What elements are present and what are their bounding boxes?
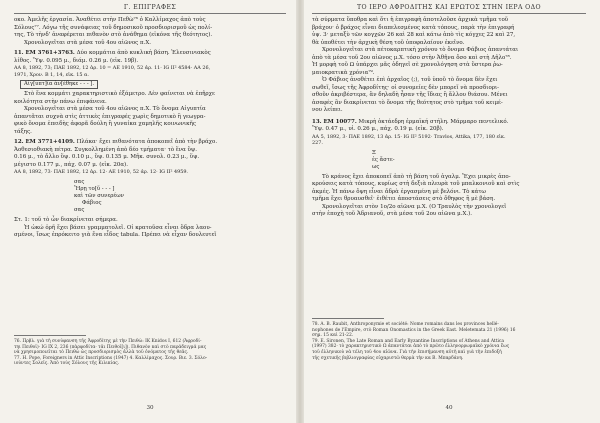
text-line: κοιλότητα στὴν πάνω ἐπιφάνεια. [14, 98, 107, 105]
inscription-line: ἐς ἄστε- [372, 156, 395, 163]
inscription-line: σας [74, 178, 85, 185]
right-page-body [312, 17, 586, 219]
text-line: φικὸ ὄνομα ἐπειδὴς ἀφορᾶ δούλη ἢ γυναίκα χαμηλῆς κοινωνικῆς [14, 121, 196, 128]
text-line: ἀπὸ τὰ μέσα τοῦ 2ου αἰῶνος μ.Χ. τόσο στὴν Ἀθῆνα ὅσο καὶ στὴ Δῆλο⁷⁸. [312, 54, 512, 61]
bibliography-line: AA 5, 1892, 3· ΠΑΕ 1892, 13 ἀρ. 15· IG II² 5192· Travlos, Attika, 177, 180 εἰκ. [312, 133, 506, 140]
text-line: τάξης. [14, 128, 32, 135]
entry-11-heading: 11. EM 3761+3763. [14, 50, 75, 56]
right-header-rule [312, 13, 586, 14]
inscription-line: Ξ [372, 149, 376, 156]
bibliography-line: 227. [312, 140, 323, 147]
inscription-line: σας [74, 207, 85, 214]
footnote-line: 79. E. Sironen, The Late Roman and Early Byzantine Inscriptions of Athens and Attica [312, 338, 504, 344]
footnote-line: nophones de l'Empire, στὸ Roman Onomastics in the Greek East. Meletemata 21 (1996) 16 [312, 327, 516, 333]
text-line: Χρονολογεῖται στὰ μέσα τοῦ 4ου αἰῶνος π.Χ. [24, 39, 151, 46]
footnote-line: 77. H. Pope, Foreigners in Attic Inscriptions (1947) 4. Καλλίμαχος. Σουρ. Βιε. 3. Σόλο- [14, 355, 208, 361]
text-line: στὴν ἐποχὴ τοῦ Ἀδριανοῦ, στὰ μέσα τοῦ 2ου αἰῶνα μ.Χ.). [312, 211, 473, 218]
inscription-line: ως [372, 163, 380, 170]
text-line: σωθεῖ, ἴσως τῆς Ἀφροδίτης· οἱ συνομείες δὲν μπορεῖ νὰ προσδιορι- [312, 84, 500, 91]
right-running-header: ΤΟ ΙΕΡΟ ΑΦΡΟΔΙΤΗΣ ΚΑΙ ΕΡΩΤΟΣ ΣΤΗΝ ΙΕΡΑ ΟΔΟ [357, 4, 541, 11]
text-line: οκο. Ἀμελῆς ἐργασία. Ἀναθέτει στὴν Πεθὼ⁷⁶ ὁ Καλλίμαχος ἀπὸ τοὺς [14, 17, 206, 23]
footnote-line: 76. Πρβλ. γιὰ τὴ συνύφανση τῆς Ἀφροδίτης μὲ τὴν Πειθὼ: IK Knidos I, 612 (Ἀφροδί- [14, 339, 202, 344]
bibliography-line: AA 8, 1892, 73· ΠΑΕ 1892, 12 ἀρ. 12· AE 1910, 52 ἀρ. 12· IG II² 4959. [14, 169, 188, 176]
footnote-line: ιούντες Σολεῖς. Ἀπὸ τοὺς Σόλους τῆς Κιλικίας. [14, 361, 120, 367]
text-line: τμῆμα ἔχει θρυαυσθεῖ· ἐιθέτει ἀποστάσεις στὸ ὅθηφος ἢ μὲ βάση. [312, 196, 496, 203]
inscription-line: Ἥρῃ το[ῦ - - - ] [74, 185, 115, 192]
text-line: Χρονολογεῖται στὰ μέσα τοῦ 4ου αἰῶνος π.Χ. Τὸ ὄνομα Αἰγυπτία [24, 106, 206, 113]
text-line: Ὁ Φάβιος ἀνοθέτει ἐπὶ ἀρχαῖος (;), τοῦ ὑποῦ τὸ ὄνομα δὲν ἔχει [322, 77, 498, 83]
text-line: τὰ σύρματα ὕποθρα καὶ ὅτι ἡ ἐπιγραφὴ ἀποτελοῦσε ἀρχικὰ τμῆμα τοῦ [312, 17, 509, 23]
left-page-body [14, 17, 286, 240]
left-page [14, 0, 286, 423]
inscription-block [74, 179, 286, 214]
text-line: Στὸ ἔνα κομμάτι χαρακτηριστικὸ ἐξάμετρο. Δὲν φαίνεται νὰ ἐπῆρχε [24, 91, 215, 98]
text-line: Ἡ μορφὴ τοῦ Ω ὑπάρχει μᾶς ὁδηγεῖ σὲ χρονολόγηση στὰ ὕστερα ῥω- [312, 62, 503, 68]
text-line: ἀκμές. Ἡ πάνω ὄψη εἶναι ἄδρὰ ἐργασμένη μὲ βελόνι. Τὸ κάτω [312, 188, 486, 195]
right-page [312, 0, 586, 423]
footnote-line: τῆς σχετικῆς βιβλιογραφίας εὐχαριστῶ θερμὰ τὴν κα Β. Μπαρδάνη. [312, 355, 464, 361]
text-line: Χρονολογεῖται στὸν 1ο/2ο αἰῶνα μ.Χ. (Ο Τραυλὸς τὴν χρονολογεῖ [322, 203, 507, 210]
footnote-line: τοῦ ἑλληνικοὺ νὰ τέλη τοῦ 4ου αἰῶνα. Γιὰ τὴν ἐπισήμανση αὐτὴ καὶ γιὰ τὴν ἐπιδοξὴ [312, 349, 502, 355]
right-page-number: 40 [445, 405, 453, 411]
entry-13-heading: 13. EM 10077. [312, 118, 357, 125]
left-running-header: Γ. ΕΠΙΓΡΑΦΕΣ [123, 4, 177, 11]
entry-11 [14, 50, 286, 136]
text-line: Στ. 1: τοῦ τὸ ὦν διακρίνεται σήμερα. [14, 217, 118, 224]
left-footnotes [14, 339, 286, 367]
text-line: Σόλους⁷⁷. Λόγω τῆς συνάφειας τοῦ δημοσικοῦ προσδιορισμοῦ ὡς πολί- [14, 24, 213, 31]
text-line: Ὕψ. 0.47 μ., υἱ. 0.26 μ., πάχ. 0.19 μ. (εἰκ. 20β). [312, 126, 444, 132]
inscription-block [372, 150, 586, 171]
text-line: 0.16 μ., τὸ ἄλλο ὕψ. 0.10 μ., ὕψ. 0.135 μ. Μῆκ. συνολ. 0.23 μ., ὕψ. [14, 154, 200, 161]
inscription-text: Αἰγ[υπτ]ία ἀν[έθηκε - - - ]. [20, 80, 98, 89]
footnote-line: (1997) 382· τὸ χαρακτηριστικὸ Ω ἀπαντᾶται ἀπὸ τὸ πρῶτο ἑλληνορρωμαϊκὸ χρόνια ἕως [312, 344, 510, 350]
text-line: βράχου· ὁ βράχος εἶναι διαπελεσμένος κατὰ τόπους, παρὰ τὴν ἐπιγραφή [312, 24, 515, 31]
footnote-line: τηι Πειθοῖ)· IG IX 2, 236 (πὰρφοδίτα· τᾶι Πειθοῖ[ι]). Πιθανὸν καὶ στὸ παράδειγμά μας [14, 344, 207, 350]
entry-13 [312, 119, 586, 219]
inscription-line: Φάβιος [82, 200, 102, 207]
text-line: Μικρὴ ὀκτάεδρη ἐρμαϊκή στήλη. Μάρμαρο πεντελικό. [358, 118, 509, 125]
text-line: Χρονολογεῖται στὰ πέτοκαρπτικὴ χρόνου τὸ ὄνομα Φάβιος ἀπαντάται [322, 47, 519, 53]
text-line: Πλάκα· ἔχει πιθανότατα ἀποκοπεῖ ἀπὸ τὴν βράχο. [76, 139, 218, 146]
text-line: ἀσαφὲς ἂν διακρίνεται τὸ ὄνομα τῆς θεότητος στὸ τμῆμα τοῦ κειμέ- [312, 99, 503, 106]
text-line: μέγιστο 0.177 μ., πάχ. 0.07 μ. (εἰκ. 20α). [14, 161, 128, 168]
text-line: σθοῦν ἀκριβέστερα, ἂν δηλαδὴ ἦσαν τῆς ἴδιας ἢ ἄλλου θιάσου. Μένει [312, 92, 508, 98]
text-line: λίθος. Ὕψ. 0.095 μ., διάμ. 0.26 μ. (εἰκ. 19β). [14, 57, 139, 64]
footnote-line: 78. A. B. Raubit, Anthroponymie et société: Nome romains dans les provinces hellé- [312, 322, 499, 327]
text-line: Τὸ κράνος ἔχει ἀποκοπεῖ ἀπὸ τὴ βάση τοῦ ἀγαλμ. Ἔχει μικρὲς ἀπο- [322, 173, 511, 180]
text-line: νου λείπει. [312, 107, 343, 113]
book-gutter [296, 0, 304, 423]
inscription-line: καὶ τῶν συνερέων [74, 192, 124, 199]
text-line: σμένοι, ἴσως ἐπρόκειτο γιὰ ἕνα εἶδος tabula. Πρέπει νὰ εἶχαν δουλευτεῖ [14, 232, 217, 239]
text-line: θὰ ὑποθέτει τὴν ἀρχικὴ θέση τοῦ ὑποφαλαίουν ἐκεῖνο. [312, 39, 465, 46]
left-intro-paragraph [14, 17, 286, 47]
text-line: της, Τὸ τὴνδ’ ἀναφέρεται πιθανὸν στὸ ἀνάθημα (εἰκόνα τῆς θεότητος). [14, 32, 213, 38]
entry-12-heading: 12. EM 3771+4109. [14, 139, 75, 146]
left-header-rule [14, 13, 286, 14]
right-footnotes [312, 322, 586, 361]
text-line: Δύο κομμάτια ἀπὸ κυκλικὴ βάση. Ἐλευσινιακὸς [76, 50, 211, 56]
entry-12 [14, 139, 286, 240]
right-intro-paragraph [312, 17, 586, 115]
bibliography-line: 1971, Χρον. B 1, 14, εἰκ. 15 α. [14, 71, 89, 78]
bibliography-line: AA 8, 1892, 73; ΠΑΕ 1892, 12 ἀρ. 10 = AE 1910, 52 ἀρ. 11· IG II² 4584· AA 26, [14, 65, 211, 71]
left-footnote-rule [14, 335, 86, 336]
footnote-line: νὰ χρησιμοποιεῖται τὸ Πειθὼ ὡς προσδιορισμὸς ἀλλὰ τοῦ ὀνόματος τῆς θεᾶς. [14, 350, 189, 356]
right-footnote-rule [312, 318, 384, 319]
footnote-line: σημ. 15 καὶ 21-22. [312, 333, 354, 339]
text-line: ἀπαντᾶται συχνὰ στὶς ἀττικὲς ἐπιγραφές χωρὶς δημοτικὸ ἢ γεωγρα- [14, 113, 206, 120]
text-line: ὑψ. 3· μεταξὺ τῶν κογχῶν 26 καὶ 28 καὶ κάτω ἀπὸ τὶς κόγχες 22 καὶ 27, [312, 32, 516, 38]
left-page-number: 30 [146, 405, 154, 411]
text-line: Ἀοθεσιοθιακὴ πέτρα. Συγκολλημένη ἀπὸ δέο τμήματα· τὸ ἕνα ὕψ. [14, 146, 197, 153]
text-line: μαιοκρατικὰ χρόνια⁷⁹. [312, 69, 375, 76]
text-line: Ἡ ὠκώ ὀρῆ ἔχει βάσει γραμματολεῖ. Οἱ κρατοῦσα εἶναι ὅδρα λαου- [24, 224, 212, 231]
text-line: κρούσεις κατὰ τόπους, κυρίως στὴ δεξιὰ πλευρὰ τοῦ μπαλκονιοῦ καὶ στὶς [312, 181, 520, 188]
